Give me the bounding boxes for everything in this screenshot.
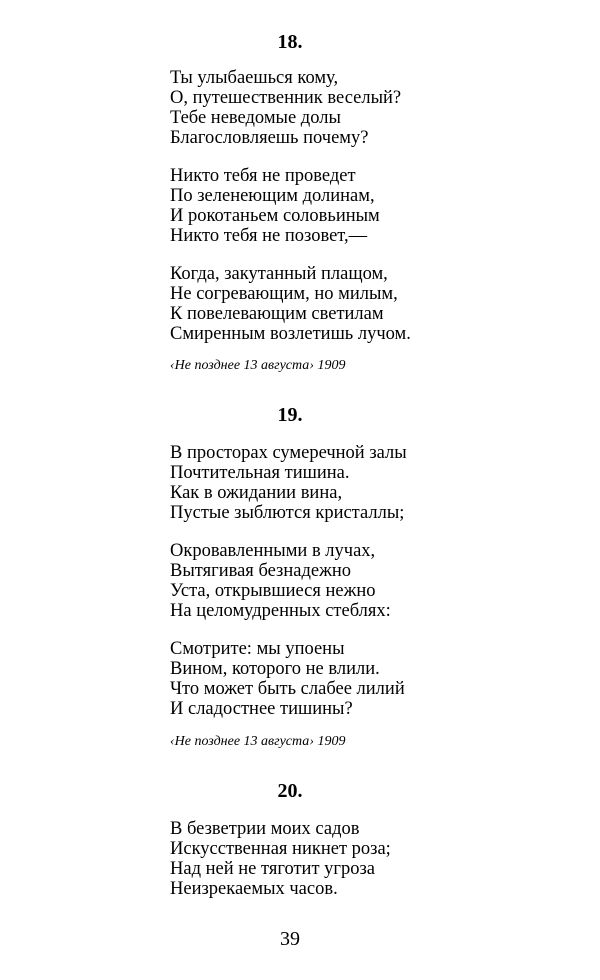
poem-line: Благословляешь почему? xyxy=(170,128,369,148)
poem-20-number: 20. xyxy=(277,780,303,802)
poem-line: Неизрекаемых часов. xyxy=(170,879,338,899)
poem-line: Никто тебя не проведет xyxy=(170,166,356,186)
poem-line: О, путешественник веселый? xyxy=(170,88,402,108)
poem-18-date: ‹Не позднее 13 августа› 1909 xyxy=(170,358,346,373)
poem-19-body xyxy=(170,443,570,719)
page-number: 39 xyxy=(280,928,300,950)
poem-line: Почтительная тишина. xyxy=(170,463,350,483)
poem-19-stanza-1 xyxy=(170,443,570,523)
poem-line: Окровавленными в лучах, xyxy=(170,541,376,561)
poem-19-stanza-3 xyxy=(170,639,570,719)
poem-line: Тебе неведомые долы xyxy=(170,108,341,128)
poem-line: Искусственная никнет роза; xyxy=(170,839,391,859)
poem-19-date: ‹Не позднее 13 августа› 1909 xyxy=(170,734,346,749)
poem-19-number: 19. xyxy=(277,404,303,426)
poem-line: Уста, открывшиеся нежно xyxy=(170,581,376,601)
poem-line: И рокотаньем соловьиным xyxy=(170,206,380,226)
poem-line: Никто тебя не позовет,— xyxy=(170,226,368,246)
poem-line: Не согревающим, но милым, xyxy=(170,284,398,304)
poem-line: Вытягивая безнадежно xyxy=(170,561,352,581)
poem-line: Смотрите: мы упоены xyxy=(170,639,345,659)
poem-18-stanza-2 xyxy=(170,166,570,246)
poem-20-body xyxy=(170,819,570,899)
poem-line: Когда, закутанный плащом, xyxy=(170,264,388,284)
poem-18-number: 18. xyxy=(277,31,303,53)
poem-line: Над ней не тяготит угроза xyxy=(170,859,376,879)
poem-line: В безветрии моих садов xyxy=(170,819,360,839)
poem-line: Как в ожидании вина, xyxy=(170,483,343,503)
poem-19-stanza-2 xyxy=(170,541,570,621)
poem-18-stanza-1 xyxy=(170,68,570,148)
poem-line: Вином, которого не влили. xyxy=(170,659,380,679)
poem-line: Ты улыбаешься кому, xyxy=(170,68,339,88)
poem-line: Смиренным возлетишь лучом. xyxy=(170,324,411,344)
poem-line: По зеленеющим долинам, xyxy=(170,186,375,206)
poem-line: И сладостнее тишины? xyxy=(170,699,353,719)
poem-line: На целомудренных стеблях: xyxy=(170,601,391,621)
poem-20-stanza-1 xyxy=(170,819,570,899)
poem-line: В просторах сумеречной залы xyxy=(170,443,407,463)
poem-line: К повелевающим светилам xyxy=(170,304,384,324)
poem-line: Что может быть слабее лилий xyxy=(170,679,405,699)
poem-18-body xyxy=(170,68,570,344)
poem-line: Пустые зыблются кристаллы; xyxy=(170,503,405,523)
poem-18-stanza-3 xyxy=(170,264,570,344)
